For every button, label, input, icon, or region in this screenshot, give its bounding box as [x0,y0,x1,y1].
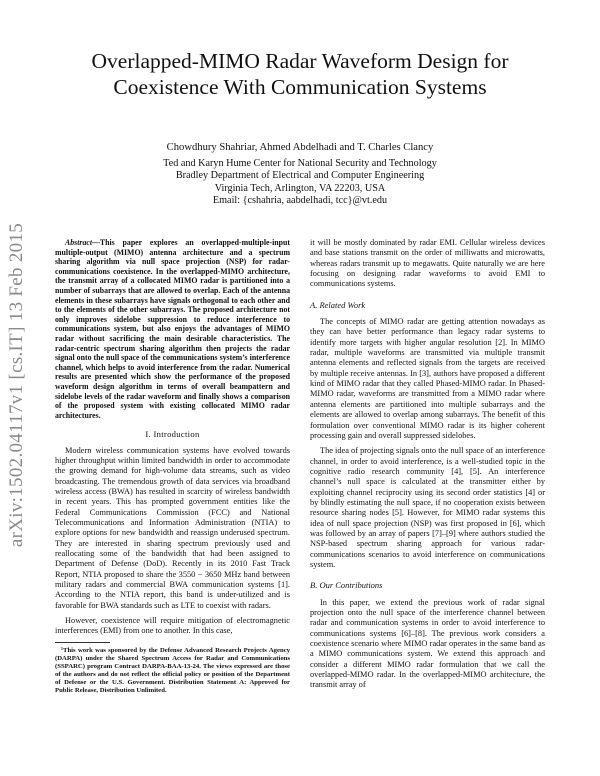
affiliation-line-2: Bradley Department of Electrical and Computer Engineering [175,170,425,182]
author-block [100,142,500,208]
intro-continuation: it will be mostly dominated by radar EMI. Cellular wireless devices and base stations transmit on the order of milliwatts and microwatts, whereas radars transmit up to megawatts. Quite naturally we are here focusing on designing radar waveforms to avoid EMI to communications systems. [310,238,545,289]
paper-title: Overlapped-MIMO Radar Waveform Design for Coexistence With Communication Systems [91,49,509,99]
contributions-paragraph-1: In this paper, we extend the previous work of radar signal projection onto the null space of the interference channel between radar and communication systems in order to avoid interference to communications systems [6]–[8]. The previous work considers a coexistence scenario where MIMO radar operates in the same band as a MIMO communications system. We extend this approach and consider a different MIMO radar formulation that we call the overlapped-MIMO radar. In the overlapped-MIMO architecture, the transmit array of [310,597,545,690]
arxiv-identifier: arXiv:1502.04117v1 [cs.IT] 13 Feb 2015 [6,222,27,548]
subsection-heading-related-work: A. Related Work [310,299,366,310]
author-names: Chowdhury Shahriar, Ahmed Abdelhadi and T. Charles Clancy [166,142,434,153]
related-work-paragraph-1: The concepts of MIMO radar are getting attention nowadays as they can have better performance than legacy radar systems to identify more targets with higher angular resolution [2]. In MIMO radar, multiple waveforms are transmitted via multiple transmit antenna elements and reflected signals from the targets are received by multiple receive antennas. In [3], authors have proposed a different kind of MIMO radar that they called Phased-MIMO radar. In Phased-MIMO radar, waveforms are transmitted from a MIMO radar where antenna elements are partitioned into multiple subarrays and the elements are allowed to overlap among subarrays. The benefit of this formulation over conventional MIMO radar is its higher coherent processing gain and overall suppressed sidelobes. [310,317,545,440]
subsection-heading-contributions: B. Our Contributions [310,580,383,591]
intro-paragraph-2: However, coexistence will require mitigation of electromagnetic interferences (EMI) from one to another. In this case, [55,616,290,636]
abstract-text: —This paper explores an overlapped-multiple-input multiple-output (MIMO) antenna architecture and a spectrum sharing algorithm via null space projection (NSP) for radar-communications coexistence. In the overlapped-MIMO architecture, the transmit array of a collocated MIMO radar is partitioned into a number of subarrays that are allowed to overlap. Each of the antenna elements in these subarrays have signals orthogonal to each other and to the elements of the other subarrays. The proposed architecture not only improves sidelobe suppression to reduce interference to communications system, but also enjoys the advantages of MIMO radar without sacrificing the main desirable characteristics. The radar-centric spectrum sharing algorithm then projects the radar signal onto the null space of the communications system’s interference channel, which helps to avoid interference from the radar. Numerical results are presented which show the performance of the proposed waveform design algorithm in terms of overall beampattern and sidelobe levels of the radar waveform and finally shows a comparison of the proposed system with existing collocated MIMO radar architectures. [55,238,290,420]
affiliation-line-1: Ted and Karyn Hume Center for National Security and Technology [163,157,437,169]
related-work-paragraph-2: The idea of projecting signals onto the null space of an interference channel, in order to avoid interference, is a well-studied topic in the cognitive radio research community [4], [5]. An interference channel’s null space is calculated at the transmitter either by exploiting channel reciprocity using its second order statistics [4] or by blindly estimating the null space, if no cooperation exists between resource sharing nodes [5]. However, for MIMO radar systems this idea of null space projection (NSP) was first proposed in [6], which was followed by an array of papers [7]–[9] where authors studied the NSP-based spectrum sharing approach for various radar-communications scenarios to avoid interference on communications system. [310,446,545,569]
footnote: ¹This work was sponsored by the Defense Advanced Research Projects Agency (DARPA) under the Shared Spectrum Access for Radar and Communications (SSPARC) program Contract DARPA-BAA-13-24. The views expressed are those of the authors and do not reflect the official policy or position of the Department of Defense or the U.S. Government. Distribution Statement A: Approved for Public Release, Distribution Unlimited. [55,646,290,694]
section-heading-introduction: I. Introduction [145,429,200,440]
left-column [55,238,290,695]
abstract-lead: Abstract [65,238,93,247]
footnote-rule [55,642,110,643]
affiliation-address: Virginia Tech, Arlington, VA 22203, USA [214,182,386,194]
abstract [55,238,290,420]
right-column [310,238,545,696]
intro-paragraph-1: Modern wireless communication systems have evolved towards higher throughput within limited bandwidth in order to accommodate the growing demand for high-volume data streams, such as video broadcasting. The tremendous growth of data services via broadband wireless access (BWA) has resulted in scarcity of wireless bandwidth in recent years. This has prompted government entities like the Federal Communications Commission (FCC) and National Telecommunications and Information Administration (NTIA) to explore options for new bandwidth and reassign underused spectrum. They are interested in sharing spectrum previously used and reallocating some of the bandwidth that had been assigned to Department of Defense (DoD). Recently in its 2010 Fast Track Report, NTIA proposed to share the 3550 − 3650 MHz band between military radars and commercial BWA communication systems [1]. According to the NTIA report, this band is under-utilized and is favorable for BWA standards such as LTE to coexist with radars. [55,445,290,610]
arxiv-sidebar [2,160,32,610]
author-email: Email: {cshahria, aabdelhadi, tcc}@vt.edu [212,195,388,207]
